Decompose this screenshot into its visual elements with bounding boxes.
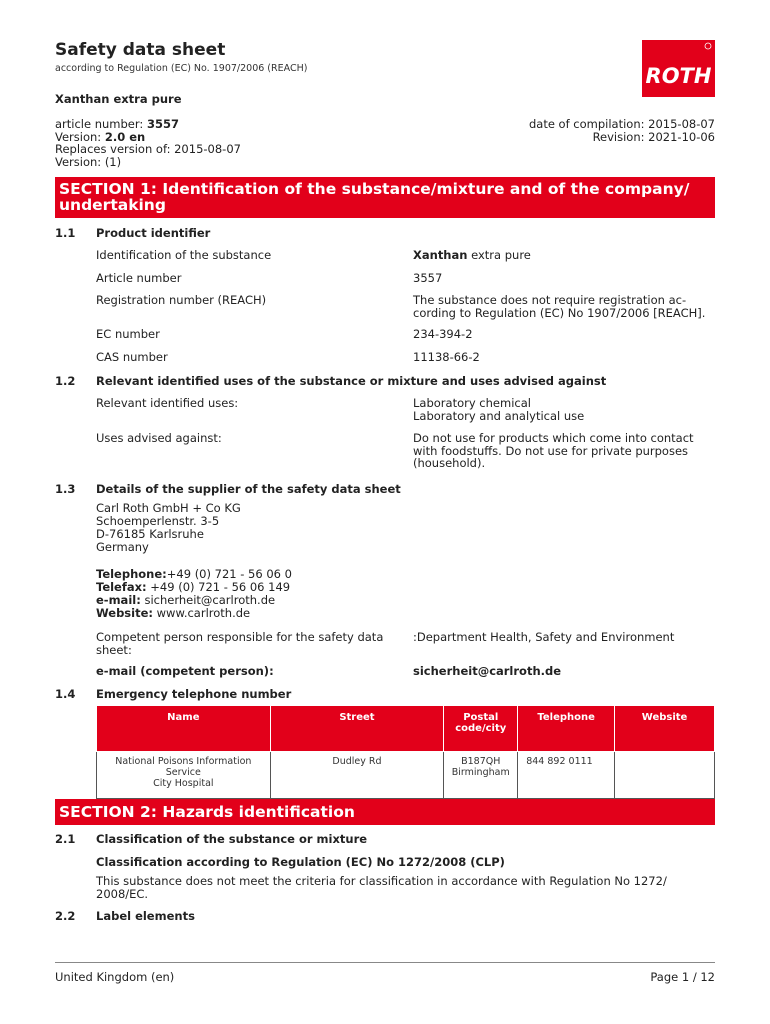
revision-date: Revision: 2021-10-06 bbox=[592, 129, 715, 144]
supplier-website: www.carlroth.de bbox=[153, 606, 251, 620]
field-value: The substance does not require registration ac- cording to Regulation (EC) No 1907/2006 [REACH]. bbox=[413, 293, 706, 320]
cell-street: Dudley Rd bbox=[270, 752, 444, 799]
field-label: Relevant identified uses: bbox=[96, 396, 239, 410]
section-number: 1.3 bbox=[55, 482, 76, 496]
field-label: Uses advised against: bbox=[96, 431, 222, 445]
document-subtitle: according to Regulation (EC) No. 1907/2006 (REACH) bbox=[55, 63, 308, 74]
footer-divider bbox=[55, 962, 715, 963]
table-row bbox=[97, 752, 715, 799]
meta-left: article number: 3557 Version: 2.0 en Replaces version of: 2015-08-07 Version: (1) bbox=[55, 117, 241, 169]
subsection-heading: Product identifier bbox=[96, 226, 211, 240]
field-label: Identification of the substance bbox=[96, 248, 272, 262]
column-header-postal: Postal code/city bbox=[444, 706, 518, 752]
column-header-name: Name bbox=[97, 706, 271, 752]
competent-email-value: sicherheit@carlroth.de bbox=[413, 664, 562, 678]
emergency-contacts-table bbox=[96, 705, 715, 799]
field-value: 3557 bbox=[413, 271, 443, 285]
cell-name: National Poisons Information Service City Hospital bbox=[97, 752, 271, 799]
product-name: Xanthan extra pure bbox=[55, 92, 182, 106]
subsection-heading: Classification of the substance or mixture bbox=[96, 832, 368, 846]
roth-logo bbox=[642, 40, 715, 97]
section-1-header: SECTION 1: Identification of the substance/mixture and of the company/ undertaking bbox=[55, 177, 715, 218]
field-label: Registration number (REACH) bbox=[96, 293, 267, 307]
footer-locale: United Kingdom (en) bbox=[55, 970, 175, 984]
compilation-date: date of compilation: 2015-08-07 bbox=[528, 117, 715, 131]
replaces-version: Replaces version of: 2015-08-07 bbox=[55, 142, 241, 156]
section-number: 1.1 bbox=[55, 226, 76, 240]
original-version: Version: (1) bbox=[55, 154, 122, 169]
field-value: Do not use for products which come into contact with foodstuffs. Do not use for private purposes (household). bbox=[413, 431, 694, 470]
field-label: CAS number bbox=[96, 350, 168, 364]
clp-text: This substance does not meet the criteria for classification in accordance with Regulation No 1272/ 2008/EC. bbox=[96, 874, 667, 901]
supplier-telefax: +49 (0) 721 - 56 06 149 bbox=[146, 580, 291, 594]
subsection-heading: Emergency telephone number bbox=[96, 687, 292, 701]
supplier-contact: Telephone:+49 (0) 721 - 56 06 0 Telefax: +49 (0) 721 - 56 06 149 e-mail: sicherheit@carlroth.de Website: www.carlroth.de bbox=[96, 567, 292, 620]
field-value: 11138-66-2 bbox=[413, 350, 480, 364]
version-number: 2.0 en bbox=[104, 129, 146, 144]
table-header-row bbox=[97, 706, 715, 752]
meta-right bbox=[529, 118, 715, 143]
supplier-address: Carl Roth GmbH + Co KG Schoemperlenstr. 3-5 D-76185 Karlsruhe Germany bbox=[96, 501, 241, 554]
clp-heading: Classification according to Regulation (EC) No 1272/2008 (CLP) bbox=[96, 855, 505, 869]
cell-postal: B187QH Birmingham bbox=[444, 752, 518, 799]
section-number: 1.2 bbox=[55, 374, 76, 388]
column-header-telephone: Telephone bbox=[518, 706, 615, 752]
competent-email-label: e-mail (competent person): bbox=[96, 664, 274, 678]
subsection-heading: Label elements bbox=[96, 909, 195, 923]
logo-text: ROTH bbox=[645, 64, 712, 88]
column-header-website: Website bbox=[615, 706, 715, 752]
section-number: 2.2 bbox=[55, 909, 76, 923]
field-label: Article number bbox=[96, 271, 182, 285]
page-number: Page 1 / 12 bbox=[650, 970, 715, 984]
field-value: 234-394-2 bbox=[413, 327, 473, 341]
section-2-header: SECTION 2: Hazards identification bbox=[55, 799, 715, 825]
subsection-heading: Relevant identified uses of the substance or mixture and uses advised against bbox=[96, 374, 607, 388]
field-label: EC number bbox=[96, 327, 160, 341]
supplier-email: sicherheit@carlroth.de bbox=[140, 593, 276, 607]
column-header-street: Street bbox=[270, 706, 444, 752]
field-value: Xanthan extra pure bbox=[413, 248, 531, 262]
competent-person-label: Competent person responsible for the safety data sheet: bbox=[96, 630, 384, 657]
supplier-telephone: +49 (0) 721 - 56 06 0 bbox=[166, 567, 292, 581]
section-number: 2.1 bbox=[55, 832, 76, 846]
section-number: 1.4 bbox=[55, 687, 76, 701]
cell-telephone: 844 892 0111 bbox=[518, 752, 615, 799]
field-value: Laboratory chemical Laboratory and analytical use bbox=[413, 396, 585, 423]
cell-website bbox=[615, 752, 715, 799]
subsection-heading: Details of the supplier of the safety data sheet bbox=[96, 482, 401, 496]
competent-person-value: :Department Health, Safety and Environment bbox=[413, 630, 675, 644]
document-title: Safety data sheet bbox=[55, 40, 226, 60]
article-number: 3557 bbox=[146, 117, 179, 131]
